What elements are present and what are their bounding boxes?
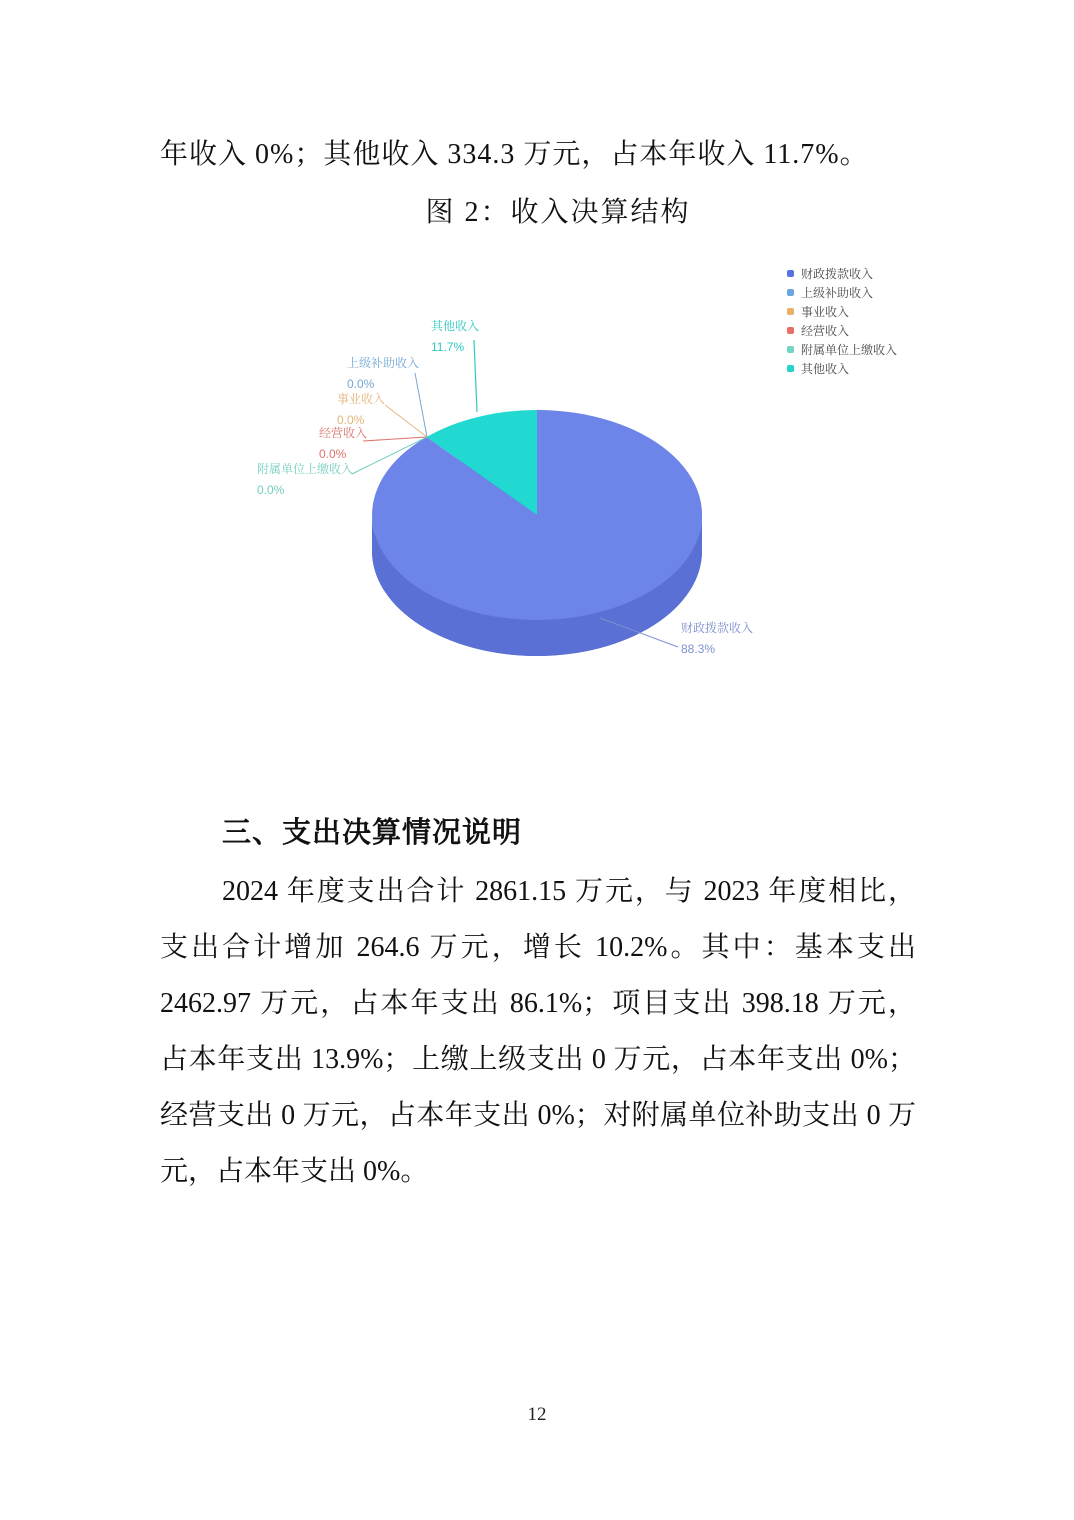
legend-swatch-icon (787, 365, 794, 372)
callout-value: 88.3% (681, 642, 716, 656)
paragraph-line: 支出合计增加 264.6 万元，增长 10.2%。其中：基本支出 (160, 932, 916, 963)
legend-swatch-icon (787, 327, 794, 334)
callout-value: 11.7% (431, 340, 465, 354)
figure-title: 图 2：收入决算结构 (425, 197, 691, 228)
legend-item (787, 323, 897, 337)
callout-value: 0.0% (319, 447, 347, 461)
legend-item (787, 285, 897, 299)
callout-name: 其他收入 (431, 319, 480, 333)
callout-fushudanwei (257, 459, 353, 501)
callout-value: 0.0% (337, 413, 365, 427)
callout-name: 上级补助收入 (347, 356, 420, 370)
paragraph-line: 2462.97 万元，占本年支出 86.1%；项目支出 398.18 万元， (160, 988, 916, 1019)
paragraph-line: 2024 年度支出合计 2861.15 万元，与 2023 年度相比， (222, 876, 916, 907)
callout-name: 附属单位上缴收入 (257, 462, 354, 476)
legend-swatch-icon (787, 308, 794, 315)
callout-value: 0.0% (257, 483, 285, 497)
legend-swatch-icon (787, 270, 794, 277)
expenditure-paragraph (160, 864, 916, 1200)
callout-name: 事业收入 (337, 392, 386, 406)
section-heading: 三、支出决算情况说明 (222, 817, 523, 849)
leader-line-shiyeshouru (385, 405, 427, 437)
intro-line: 年收入 0%；其他收入 334.3 万元，占本年收入 11.7%。 (160, 139, 869, 170)
callout-name: 经营收入 (319, 426, 368, 440)
page-number: 12 (527, 1404, 547, 1425)
paragraph-line: 元，占本年支出 0%。 (160, 1156, 429, 1187)
paragraph-line: 占本年支出 13.9%；上缴上级支出 0 万元，占本年支出 0%； (160, 1044, 916, 1075)
legend-label: 事业收入 (801, 304, 850, 319)
callout-qitashouru (431, 316, 479, 358)
legend-label: 附属单位上缴收入 (801, 342, 898, 357)
paragraph-line: 经营支出 0 万元，占本年支出 0%；对附属单位补助支出 0 万 (160, 1100, 916, 1131)
leader-line-jingyingshouru (363, 437, 427, 441)
callout-caizhengbokuan (681, 618, 753, 660)
chart-legend (787, 266, 897, 375)
legend-label: 财政拨款收入 (801, 266, 874, 281)
income-structure-pie-chart (255, 250, 965, 680)
callout-name: 财政拨款收入 (681, 621, 754, 635)
legend-item (787, 304, 897, 318)
legend-item (787, 361, 897, 375)
legend-item (787, 342, 897, 356)
pie-slice-caizhengbokuan (372, 410, 702, 620)
legend-item (787, 266, 897, 280)
callout-value: 0.0% (347, 377, 375, 391)
legend-swatch-icon (787, 346, 794, 353)
legend-label: 其他收入 (801, 361, 850, 376)
legend-swatch-icon (787, 289, 794, 296)
legend-label: 上级补助收入 (801, 285, 874, 300)
legend-label: 经营收入 (801, 323, 850, 338)
